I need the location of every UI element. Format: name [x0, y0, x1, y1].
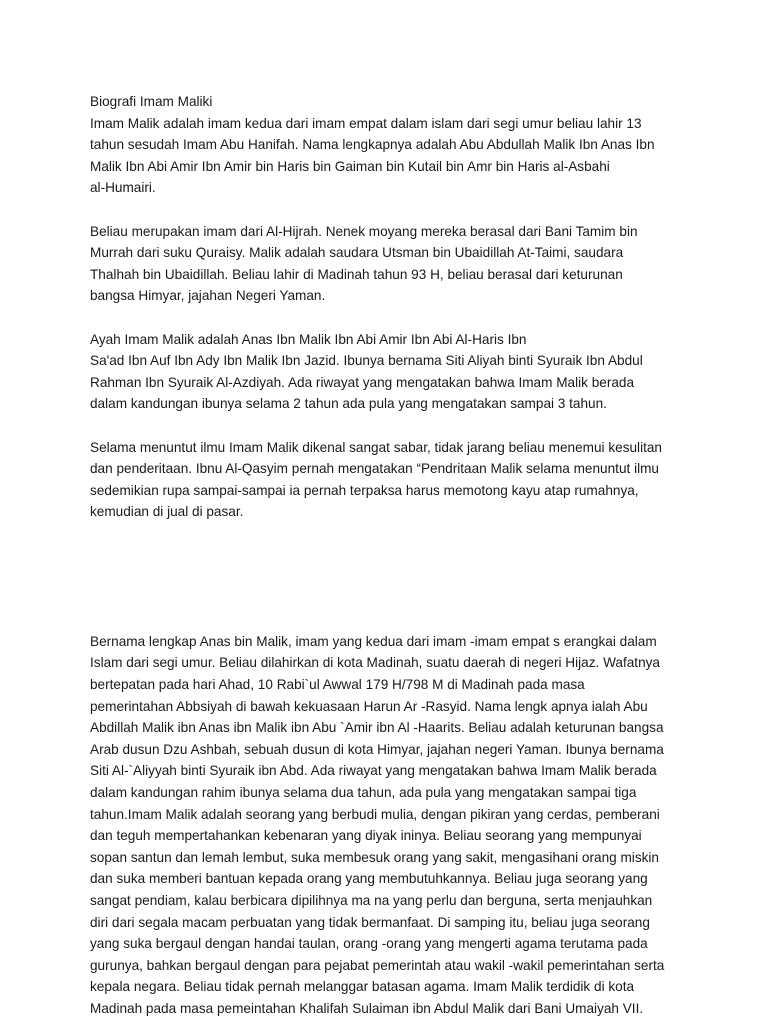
paragraph-4: [90, 437, 690, 523]
paragraph-spacer: [90, 307, 690, 329]
paragraph-line: Bernama lengkap Anas bin Malik, imam yang kedua dari imam -imam empat s erangkai dalam: [90, 633, 657, 649]
paragraph-line: dan suka memberi bantuan kepada orang yang membutuhkannya. Beliau juga seorang yang: [90, 871, 648, 887]
paragraph-line: Imam Malik adalah imam kedua dari imam empat dalam islam dari segi umur beliau lahir 13: [90, 115, 642, 131]
paragraph-line: Malik Ibn Abi Amir Ibn Amir bin Haris bin Gaiman bin Kutail bin Amr bin Haris al-Asbahi: [90, 158, 610, 174]
paragraph-line: dan teguh mempertahankan kebenaran yang diyak ininya. Beliau seorang yang mempunyai: [90, 828, 642, 844]
paragraph-line: dalam kandungan rahim ibunya selama dua tahun, ada pula yang mengatakan sampai tiga: [90, 785, 637, 801]
paragraph-line: Sa'ad Ibn Auf Ibn Ady Ibn Malik Ibn Jazid. Ibunya bernama Siti Aliyah binti Syuraik Ibn Abdul: [90, 353, 643, 369]
paragraph-line: Murrah dari suku Quraisy. Malik adalah saudara Utsman bin Ubaidillah At-Taimi, saudara: [90, 245, 624, 261]
paragraph-line: diri dari segala macam perbuatan yang tidak bermanfaat. Di samping itu, beliau juga seorang: [90, 914, 650, 930]
section-spacer: [90, 523, 690, 631]
paragraph-line: Ayah Imam Malik adalah Anas Ibn Malik Ibn Abi Amir Ibn Abi Al-Haris Ibn: [90, 331, 527, 347]
paragraph-line: gurunya, bahkan bergaul dengan para pejabat pemerintah atau wakil -wakil pemerintahan serta: [90, 957, 665, 973]
paragraph-line: Islam dari segi umur. Beliau dilahirkan di kota Madinah, suatu daerah di negeri Hijaz. Wafatnya: [90, 655, 660, 671]
paragraph-spacer: [90, 415, 690, 437]
paragraph-line: sopan santun dan lemah lembut, suka membesuk orang yang sakit, mengasihani orang miskin: [90, 849, 659, 865]
paragraph-line: sedemikian rupa sampai-sampai ia pernah terpaksa harus memotong kayu atap rumahnya,: [90, 482, 639, 498]
paragraph-line: kepala negara. Beliau tidak pernah melanggar batasan agama. Imam Malik terdidik di kota: [90, 979, 635, 995]
paragraph-line: bertepatan pada hari Ahad, 10 Rabi`ul Awwal 179 H/798 M di Madinah pada masa: [90, 677, 585, 693]
paragraph-line: dalam kandungan ibunya selama 2 tahun ada pula yang mengatakan sampai 3 tahun.: [90, 396, 607, 412]
paragraph-line: pemerintahan Abbsiyah di bawah kekuasaan Harun Ar -Rasyid. Nama lengk apnya ialah Abu: [90, 698, 648, 714]
paragraph-line: Abdillah Malik ibn Anas ibn Malik ibn Abu `Amir ibn Al -Haarits. Beliau adalah keturunan bangsa: [90, 720, 664, 736]
paragraph-line: dan penderitaan. Ibnu Al-Qasyim pernah mengatakan “Pendritaan Malik selama menuntut ilmu: [90, 461, 659, 477]
paragraph-2: [90, 221, 690, 307]
paragraph-line: Arab dusun Dzu Ashbah, sebuah dusun di kota Himyar, jajahan negeri Yaman. Ibunya bernama: [90, 741, 664, 757]
paragraph-1: [90, 113, 690, 199]
paragraph-line: tahun sesudah Imam Abu Hanifah. Nama lengkapnya adalah Abu Abdullah Malik Ibn Anas Ibn: [90, 137, 655, 153]
paragraph-spacer: [90, 199, 690, 221]
paragraph-line: Siti Al-`Aliyyah binti Syuraik ibn Abd. Ada riwayat yang mengatakan bahwa Imam Malik berada: [90, 763, 657, 779]
document-body: [90, 91, 690, 1020]
paragraph-line: yang suka bergaul dengan handai taulan, orang -orang yang mengerti agama terutama pada: [90, 936, 648, 952]
paragraph-line: Beliau merupakan imam dari Al-Hijrah. Nenek moyang mereka berasal dari Bani Tamim bin: [90, 223, 638, 239]
paragraph-line: Thalhah bin Ubaidillah. Beliau lahir di Madinah tahun 93 H, beliau berasal dari keturunan: [90, 266, 623, 282]
paragraph-5: [90, 631, 690, 1020]
paragraph-line: bangsa Himyar, jajahan Negeri Yaman.: [90, 288, 326, 304]
paragraph-line: Madinah pada masa pemeintahan Khalifah Sulaiman ibn Abdul Malik dari Bani Umaiyah VII.: [90, 1000, 644, 1016]
paragraph-line: sangat pendiam, kalau berbicara dipilihnya ma na yang perlu dan berguna, serta menjauhkan: [90, 893, 653, 908]
paragraph-line: kemudian di jual di pasar.: [90, 504, 244, 520]
paragraph-line: Selama menuntut ilmu Imam Malik dikenal sangat sabar, tidak jarang beliau menemui kesulitan: [90, 439, 662, 455]
document-title: Biografi Imam Maliki: [90, 94, 213, 109]
paragraph-line: al-Humairi.: [90, 180, 156, 196]
paragraph-line: Rahman Ibn Syuraik Al-Azdiyah. Ada riwayat yang mengatakan bahwa Imam Malik berada: [90, 374, 635, 390]
paragraph-3: [90, 329, 690, 415]
paragraph-line: tahun.Imam Malik adalah seorang yang berbudi mulia, dengan pikiran yang cerdas, pemberani: [90, 806, 660, 822]
